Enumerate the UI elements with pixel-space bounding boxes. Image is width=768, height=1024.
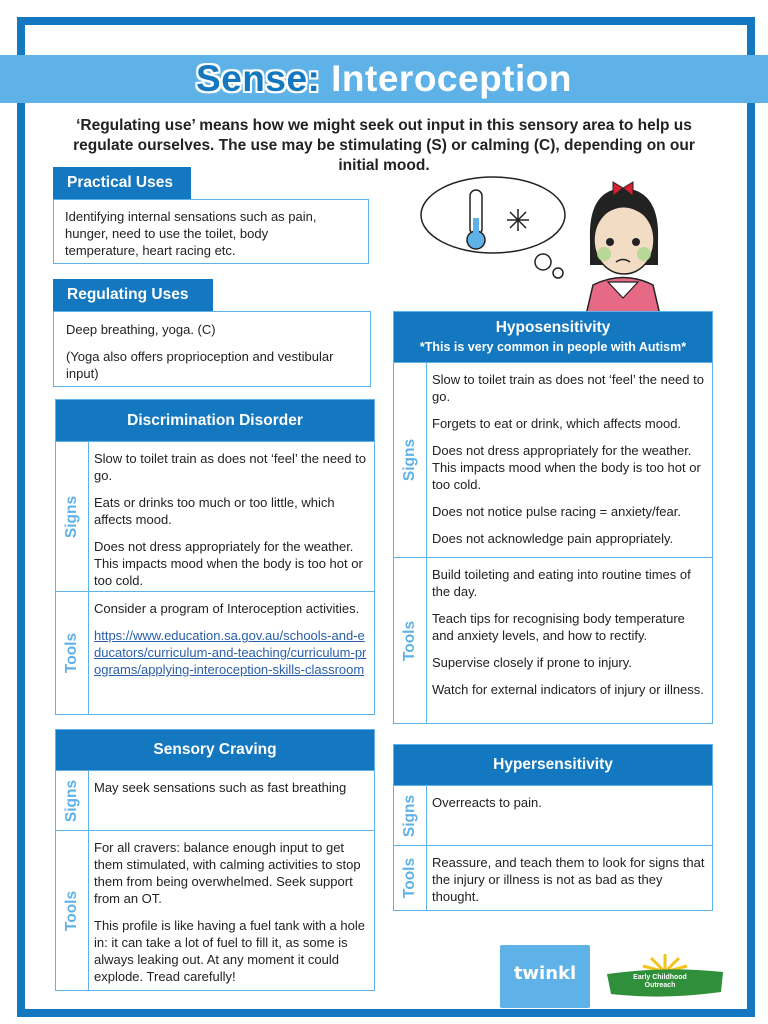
- regulating-item: Deep breathing, yoga. (C): [66, 322, 216, 337]
- tools-label-cell: [56, 831, 89, 990]
- twinkl-logo: [500, 945, 590, 1008]
- signs-label: Signs: [401, 438, 418, 482]
- tool-item: Build toileting and eating into routine times of the day.: [432, 567, 691, 599]
- sign-item: Does not dress appropriately for the weather. This impacts mood when the body is too hot or too cold.: [94, 539, 363, 588]
- sign-item: Does not dress appropriately for the weather. This impacts mood when the body is too hot or too cold.: [432, 443, 701, 492]
- signs-label: Signs: [63, 779, 80, 822]
- hypo-tools-row: [394, 557, 712, 723]
- girl-icon: [586, 182, 660, 315]
- eco-logo-text: Early Childhood Outreach: [633, 974, 687, 989]
- hyper-signs-row: [394, 785, 712, 845]
- hyper-tools: [427, 846, 712, 910]
- tools-label-cell: [56, 592, 89, 714]
- sign-item: Eats or drinks too much or too little, which affects mood.: [94, 495, 335, 527]
- hypo-signs-row: [394, 362, 712, 557]
- hypersensitivity-panel: [393, 744, 713, 911]
- tools-label: Tools: [63, 890, 80, 931]
- discrimination-tools: [89, 592, 374, 714]
- craving-signs: [89, 771, 374, 830]
- signs-label-cell: [394, 786, 427, 845]
- signs-label-cell: [394, 363, 427, 557]
- tool-item: This profile is like having a fuel tank with a hole in: it can take a lot of fuel to fill it, as some is always leaking out. At any moment it could explode. Tread carefully!: [94, 918, 365, 984]
- craving-heading: Sensory Craving: [56, 730, 374, 770]
- thermometer-icon: [467, 190, 485, 249]
- hyposensitivity-header: [394, 312, 712, 362]
- hyposensitivity-subheading: *This is very common in people with Autism*: [419, 340, 687, 354]
- craving-tools-row: [56, 830, 374, 990]
- eco-logo: [603, 952, 727, 1004]
- practical-uses-box: [53, 199, 369, 264]
- hypersensitivity-heading: Hypersensitivity: [394, 745, 712, 785]
- hyposensitivity-heading: Hyposensitivity: [495, 319, 611, 336]
- regulating-uses-heading: Regulating Uses: [53, 279, 213, 311]
- sign-item: May seek sensations such as fast breathing: [94, 780, 347, 795]
- title-part1: Sense:: [196, 58, 321, 99]
- sign-item: Overreacts to pain.: [432, 795, 542, 810]
- tool-item: Consider a program of Interoception activities.: [94, 601, 360, 616]
- intro-text: ‘Regulating use’ means how we might seek out input in this sensory area to help us regulate ourselves. The use may be stimulating (S) or calming (C), depending on our initial mood.: [73, 117, 695, 174]
- discrimination-panel: [55, 399, 375, 715]
- hyposensitivity-panel: [393, 311, 713, 724]
- twinkl-logo-text: twinkl: [513, 963, 577, 984]
- craving-tools: [89, 831, 374, 990]
- page-title: [0, 55, 768, 103]
- hyper-signs: [427, 786, 712, 845]
- tool-item: Watch for external indicators of injury or illness.: [432, 682, 704, 697]
- tools-label: Tools: [63, 632, 80, 674]
- sign-item: Slow to toilet train as does not ‘feel’ the need to go.: [94, 451, 366, 483]
- sign-item: Forgets to eat or drink, which affects mood.: [432, 416, 682, 431]
- sign-item: Does not notice pulse racing = anxiety/fear.: [432, 504, 681, 519]
- hypo-tools: [427, 558, 712, 723]
- discrimination-heading: Discrimination Disorder: [56, 400, 374, 441]
- child-illustration: [418, 170, 708, 315]
- tool-item: For all cravers: balance enough input to get them stimulated, with calming activities to stop them from being overwhelmed. Seek support from an OT.: [94, 840, 361, 906]
- sign-item: Does not acknowledge pain appropriately.: [432, 531, 674, 546]
- tools-label: Tools: [401, 857, 418, 899]
- discrimination-tools-row: [56, 591, 374, 714]
- education-link[interactable]: https://www.education.sa.gov.au/schools-and-educators/curriculum-and-teaching/curriculum-programs/applying-interoception-skills-classroom: [94, 628, 367, 677]
- regulating-item: (Yoga also offers proprioception and vestibular input): [66, 349, 334, 381]
- craving-panel: [55, 729, 375, 991]
- discrimination-signs-row: [56, 441, 374, 591]
- title-part2: Interoception: [331, 58, 572, 99]
- tools-label-cell: [394, 558, 427, 723]
- signs-label-cell: [56, 771, 89, 830]
- thought-bubble-icon: [421, 177, 565, 278]
- hyper-tools-row: [394, 845, 712, 910]
- signs-label-cell: [56, 442, 89, 591]
- sign-item: Slow to toilet train as does not ‘feel’ the need to go.: [432, 372, 704, 404]
- tool-item: Teach tips for recognising body temperature and anxiety levels, and how to rectify.: [432, 611, 685, 643]
- snowflake-icon: [507, 209, 529, 231]
- tool-item: Supervise closely if prone to injury.: [432, 655, 632, 670]
- tools-label: Tools: [401, 620, 418, 661]
- signs-label: Signs: [401, 794, 418, 837]
- tool-item: Reassure, and teach them to look for signs that the injury or illness is not as bad as they thought.: [432, 855, 705, 904]
- practical-uses-heading: Practical Uses: [53, 167, 191, 199]
- regulating-uses-box: [53, 311, 371, 387]
- signs-label: Signs: [63, 495, 80, 538]
- practical-uses-text: Identifying internal sensations such as pain, hunger, need to use the toilet, body temperature, heart racing etc.: [65, 209, 317, 258]
- discrimination-signs: [89, 442, 374, 591]
- craving-signs-row: [56, 770, 374, 830]
- hypo-signs: [427, 363, 712, 557]
- tools-label-cell: [394, 846, 427, 910]
